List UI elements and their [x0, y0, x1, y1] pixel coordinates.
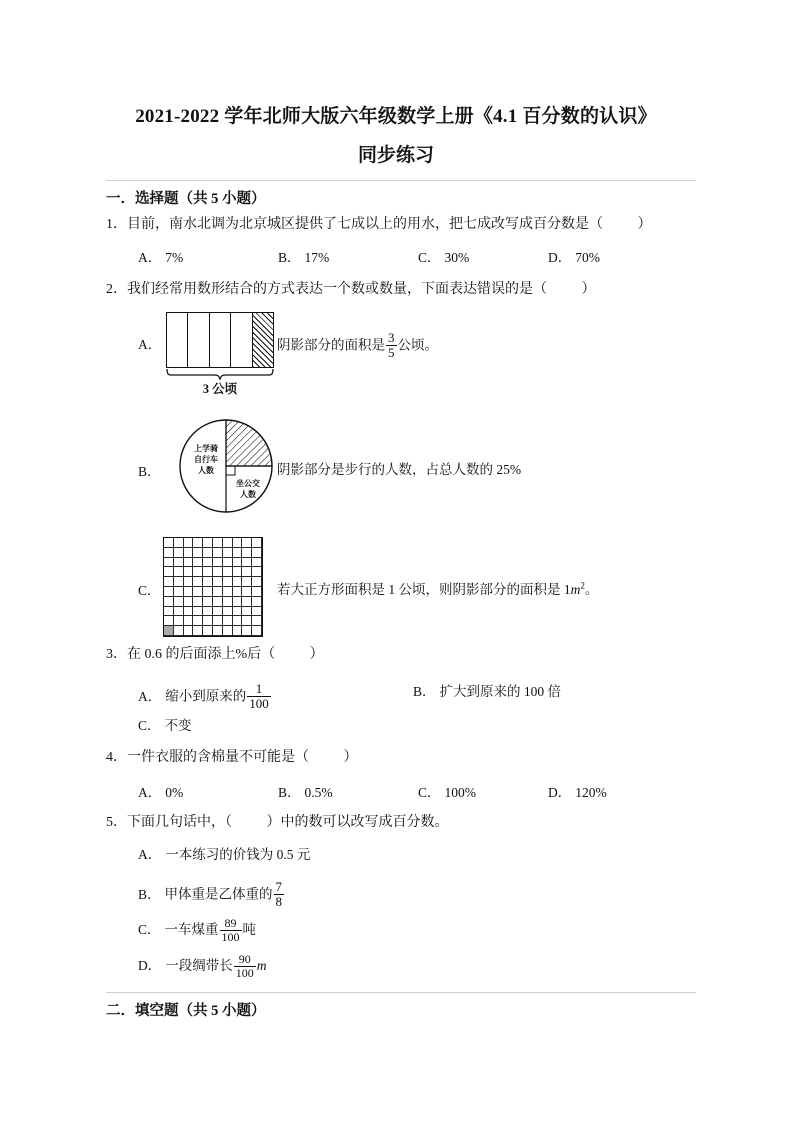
grid-cell: [203, 558, 213, 568]
grid-cell: [233, 607, 243, 617]
bar-cell-hatched: [253, 313, 273, 367]
question-5-option-d[interactable]: [138, 953, 267, 979]
grid-cell: [213, 607, 223, 617]
grid-cell: [184, 607, 194, 617]
grid-cell: [242, 538, 252, 548]
grid-cell: [203, 548, 213, 558]
question-1-option-a[interactable]: [138, 248, 183, 268]
grid-cell: [213, 587, 223, 597]
option-b-indicator: B．: [278, 785, 301, 800]
question-1-option-c[interactable]: [418, 248, 469, 268]
grid-cell: [164, 577, 174, 587]
optA-text-after: 公顷。: [397, 337, 438, 353]
question-3-option-c[interactable]: [138, 716, 192, 736]
grid-cell: [203, 616, 213, 626]
grid-cell: [252, 538, 262, 548]
option-c-text: 30%: [444, 250, 470, 265]
grid-cell: [184, 597, 194, 607]
grid-cell: [233, 626, 243, 636]
option-a-indicator: A．: [138, 250, 162, 265]
grid-cell: [174, 567, 184, 577]
grid-cell: [213, 558, 223, 568]
question-5: [106, 813, 449, 833]
grid-cell: [252, 567, 262, 577]
question-2-option-a-indicator[interactable]: A．: [138, 337, 162, 352]
option-c-unit: 吨: [242, 922, 257, 937]
grid-cell: [164, 597, 174, 607]
option-d-text: 一段绸带长: [165, 958, 233, 973]
optC-text-after: 。: [584, 582, 599, 597]
grid-cell: [252, 616, 262, 626]
option-c-text: 一车煤重: [164, 922, 219, 937]
optC-unit: m: [570, 582, 581, 597]
option-c-indicator: C．: [138, 718, 161, 733]
grid-cell: [242, 626, 252, 636]
grid-cell: [193, 558, 203, 568]
question-4-text: 一件衣服的含棉量不可能是（: [127, 750, 309, 765]
grid-cell: [193, 597, 203, 607]
pie-label-bus: 坐公交 人数: [236, 479, 260, 499]
fraction-eightynine-hundredths: $\frac{89}{100}$: [221, 916, 240, 944]
bar-caption: 3 公顷: [202, 382, 238, 396]
grid-cell: [174, 626, 184, 636]
question-2-number: 2．: [106, 282, 127, 297]
option-c-indicator: C．: [138, 922, 161, 937]
question-3-text: 在 0.6 的后面添上%后（: [127, 647, 276, 662]
bar-diagram: [166, 312, 274, 368]
grid-cell: [252, 626, 262, 636]
grid-cell: [252, 548, 262, 558]
option-b-indicator: B．: [413, 684, 436, 699]
question-4-option-c[interactable]: [418, 783, 476, 803]
figure-bar-five-cells: [166, 312, 274, 368]
question-5-number: 5．: [106, 815, 127, 830]
grid-cell: [223, 607, 233, 617]
question-4-number: 4．: [106, 750, 127, 765]
bar-cell: [210, 313, 231, 367]
grid-cell: [223, 577, 233, 587]
grid-cell: [213, 538, 223, 548]
question-3-option-a[interactable]: [138, 682, 272, 710]
option-a-indicator: A．: [138, 785, 162, 800]
grid-cell: [184, 548, 194, 558]
grid-cell: [184, 587, 194, 597]
optA-text-before: 阴影部分的面积是: [277, 337, 385, 353]
option-a-text: 缩小到原来的: [165, 688, 247, 704]
grid-cell: [252, 587, 262, 597]
grid-cell: [213, 548, 223, 558]
grid-cell: [184, 567, 194, 577]
grid-cell: [223, 538, 233, 548]
question-1-option-d[interactable]: [548, 248, 600, 268]
option-d-text: 120%: [575, 785, 607, 800]
grid-cell: [164, 616, 174, 626]
grid-cell: [203, 587, 213, 597]
question-1-text: 目前，南水北调为北京城区提供了七成以上的用水，把七成改写成百分数是（: [127, 217, 603, 232]
grid-cell: [174, 577, 184, 587]
option-a-indicator: A．: [138, 847, 162, 862]
grid-cell: [174, 548, 184, 558]
grid-cell: [252, 558, 262, 568]
question-3-option-b[interactable]: [413, 682, 561, 702]
option-c-indicator: C．: [418, 250, 441, 265]
option-a-text: 7%: [165, 250, 184, 265]
grid-cell: [164, 558, 174, 568]
grid-cell: [193, 548, 203, 558]
grid-cell: [252, 577, 262, 587]
question-5-option-a[interactable]: [138, 845, 310, 865]
grid-cell: [233, 548, 243, 558]
grid-cell: [242, 616, 252, 626]
question-1-close: ）: [637, 217, 652, 232]
grid-cell: [242, 558, 252, 568]
grid-cell: [242, 587, 252, 597]
fraction-ninety-hundredths: $\frac{90}{100}$: [235, 952, 254, 980]
grid-cell: [193, 577, 203, 587]
grid-cell: [184, 538, 194, 548]
grid-cell: [213, 577, 223, 587]
grid-cell: [174, 558, 184, 568]
bar-cell: [231, 313, 252, 367]
grid-cell: [233, 538, 243, 548]
grid-cell: [174, 538, 184, 548]
grid-cell: [164, 538, 174, 548]
option-d-indicator: D．: [548, 250, 572, 265]
grid-cell: [184, 616, 194, 626]
question-1: [106, 215, 652, 235]
grid-cell: [233, 567, 243, 577]
grid-cell: [164, 607, 174, 617]
option-c-text: 不变: [164, 718, 192, 733]
grid-cell: [242, 607, 252, 617]
grid-cell: [233, 558, 243, 568]
option-d-text: 70%: [575, 250, 600, 265]
question-5-text-before: 下面几句话中，（: [127, 815, 232, 830]
grid-cell: [164, 548, 174, 558]
grid-cell: [242, 548, 252, 558]
grid-cell: [174, 597, 184, 607]
option-b-text: 0.5%: [304, 785, 333, 800]
fraction-seven-eighths: $\frac{7}{8}$: [275, 879, 283, 909]
question-1-number: 1．: [106, 217, 127, 232]
grid-cell: [223, 616, 233, 626]
question-2-option-c-text: [277, 578, 598, 598]
grid-cell: [223, 626, 233, 636]
grid-cell: [193, 567, 203, 577]
grid-cell: [193, 607, 203, 617]
question-4-close: ）: [343, 750, 358, 765]
grid-cell: [193, 538, 203, 548]
grid-cell: [213, 597, 223, 607]
grid-cell: [174, 616, 184, 626]
option-a-text: 一本练习的价钱为 0.5 元: [165, 847, 311, 862]
question-3: [106, 645, 324, 665]
grid-cell: [233, 597, 243, 607]
question-1-option-b[interactable]: [278, 248, 329, 268]
question-5-option-b[interactable]: [138, 880, 285, 908]
grid-cell: [193, 587, 203, 597]
section-header-choice: 一．选择题（共 5 小题）: [106, 180, 696, 208]
bar-cell: [188, 313, 209, 367]
grid-cell-shaded: [164, 626, 174, 636]
option-b-indicator: B．: [278, 250, 301, 265]
option-d-unit: m: [256, 958, 267, 973]
question-4-option-a[interactable]: [138, 783, 183, 803]
grid-cell: [242, 597, 252, 607]
grid-cell: [203, 577, 213, 587]
grid-cell: [213, 567, 223, 577]
grid-cell: [203, 597, 213, 607]
question-2-option-c-indicator[interactable]: C．: [138, 583, 161, 598]
question-4-option-d[interactable]: [548, 783, 607, 803]
option-a-text: 0%: [165, 785, 184, 800]
grid-cell: [203, 567, 213, 577]
option-b-text: 扩大到原来的 100 倍: [439, 684, 562, 699]
page-title: 2021-2022 学年北师大版六年级数学上册《4.1 百分数的认识》: [135, 106, 657, 127]
option-a-indicator: A．: [138, 688, 162, 704]
optC-text-before: 若大正方形面积是 1 公顷，则阴影部分的面积是 1: [277, 582, 571, 597]
option-b-text: 17%: [304, 250, 330, 265]
grid-cell: [242, 577, 252, 587]
grid-cell: [252, 597, 262, 607]
question-2-option-b-text: 阴影部分是步行的人数，占总人数的 25%: [277, 462, 522, 477]
grid-cell: [233, 577, 243, 587]
grid-cell: [213, 626, 223, 636]
option-c-text: 100%: [444, 785, 477, 800]
grid-cell: [252, 607, 262, 617]
grid-cell: [223, 587, 233, 597]
question-5-option-c[interactable]: [138, 917, 256, 943]
grid-cell: [174, 607, 184, 617]
grid-cell: [164, 567, 174, 577]
option-d-indicator: D．: [138, 958, 162, 973]
fraction-three-fifths: $\frac{3}{5}$: [388, 330, 395, 360]
grid-cell: [203, 538, 213, 548]
question-5-text-after: ）中的数可以改写成百分数。: [266, 815, 449, 830]
option-b-text: 甲体重是乙体重的: [164, 886, 273, 902]
question-2-text: 我们经常用数形结合的方式表达一个数或数量，下面表达错误的是（: [127, 282, 547, 297]
grid-cell: [233, 616, 243, 626]
question-2-option-a-text: [277, 331, 438, 359]
grid-cell: [233, 587, 243, 597]
grid-cell: [174, 587, 184, 597]
grid-cell: [193, 616, 203, 626]
bar-cell: [167, 313, 188, 367]
grid-cell: [203, 626, 213, 636]
question-3-number: 3．: [106, 647, 127, 662]
grid-cell: [193, 626, 203, 636]
grid-cell: [164, 587, 174, 597]
question-2-option-b-indicator[interactable]: B．: [138, 464, 161, 479]
grid-cell: [242, 567, 252, 577]
grid-cell: [184, 626, 194, 636]
grid-cell: [223, 558, 233, 568]
question-2: [106, 280, 596, 300]
grid-cell: [203, 607, 213, 617]
option-b-indicator: B．: [138, 886, 161, 902]
figure-hundred-grid: [163, 537, 263, 637]
pie-label-bicycle: 上学骑 自行车 人数: [194, 444, 218, 475]
question-3-close: ）: [309, 647, 324, 662]
option-d-indicator: D．: [548, 785, 572, 800]
grid-cell: [213, 616, 223, 626]
grid-cell: [184, 558, 194, 568]
section-header-fill-blank: 二．填空题（共 5 小题）: [106, 992, 696, 1020]
optC-exponent: 2: [580, 580, 585, 591]
fraction-one-hundredth: $\frac{1}{100}$: [249, 681, 269, 711]
grid-cell: [223, 548, 233, 558]
question-4: [106, 748, 358, 768]
question-2-close: ）: [581, 282, 596, 297]
option-c-indicator: C．: [418, 785, 441, 800]
page-subtitle: 同步练习: [357, 145, 434, 166]
grid-cell: [223, 567, 233, 577]
question-4-option-b[interactable]: [278, 783, 333, 803]
grid-cell: [223, 597, 233, 607]
grid-cell: [184, 577, 194, 587]
